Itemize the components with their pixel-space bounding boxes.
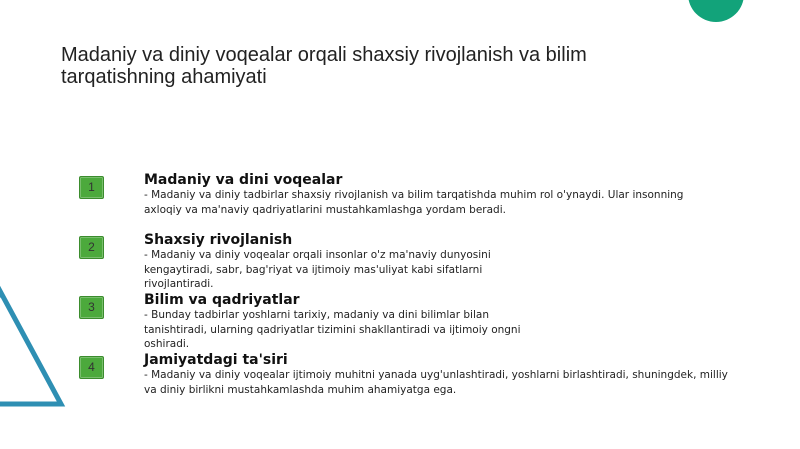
decor-circle-shape (688, 0, 744, 22)
number-badge: 4 (79, 356, 104, 379)
number-badge: 2 (79, 236, 104, 259)
decor-triangle-shape (0, 291, 61, 404)
item-title: Shaxsiy rivojlanish (144, 232, 293, 248)
item-description: - Madaniy va diniy voqealar ijtimoiy muhitni yanada uyg'unlashtiradi, yoshlarni birlashtiradi, shuningdek, milliy va diniy birlikni mustahkamlashda muhim ahamiyatga ega. (144, 369, 728, 396)
item-description: - Madaniy va diniy voqealar orqali insonlar o'z ma'naviy dunyosini kengaytiradi, sabr, bag'riyat va ijtimoiy mas'uliyat kabi sifatlarni rivojlantiradi. (144, 249, 491, 290)
item-title: Jamiyatdagi ta'siri (144, 352, 288, 368)
number-badge: 1 (79, 176, 104, 199)
item-title: Madaniy va dini voqealar (144, 172, 343, 188)
item-title: Bilim va qadriyatlar (144, 292, 300, 308)
item-description: - Madaniy va diniy tadbirlar shaxsiy rivojlanish va bilim tarqatishda muhim rol o'ynaydi. Ular insonning axloqiy va ma'naviy qadriyatlarini mustahkamlashga yordam beradi. (144, 189, 684, 216)
slide-title: Madaniy va diniy voqealar orqali shaxsiy rivojlanish va bilim tarqatishning ahamiyati (61, 44, 587, 88)
item-description: - Bunday tadbirlar yoshlarni tarixiy, madaniy va dini bilimlar bilan tanishtiradi, ularning qadriyatlar tizimini shakllantiradi va ijtimoiy ongni oshiradi. (144, 309, 521, 350)
number-badge: 3 (79, 296, 104, 319)
